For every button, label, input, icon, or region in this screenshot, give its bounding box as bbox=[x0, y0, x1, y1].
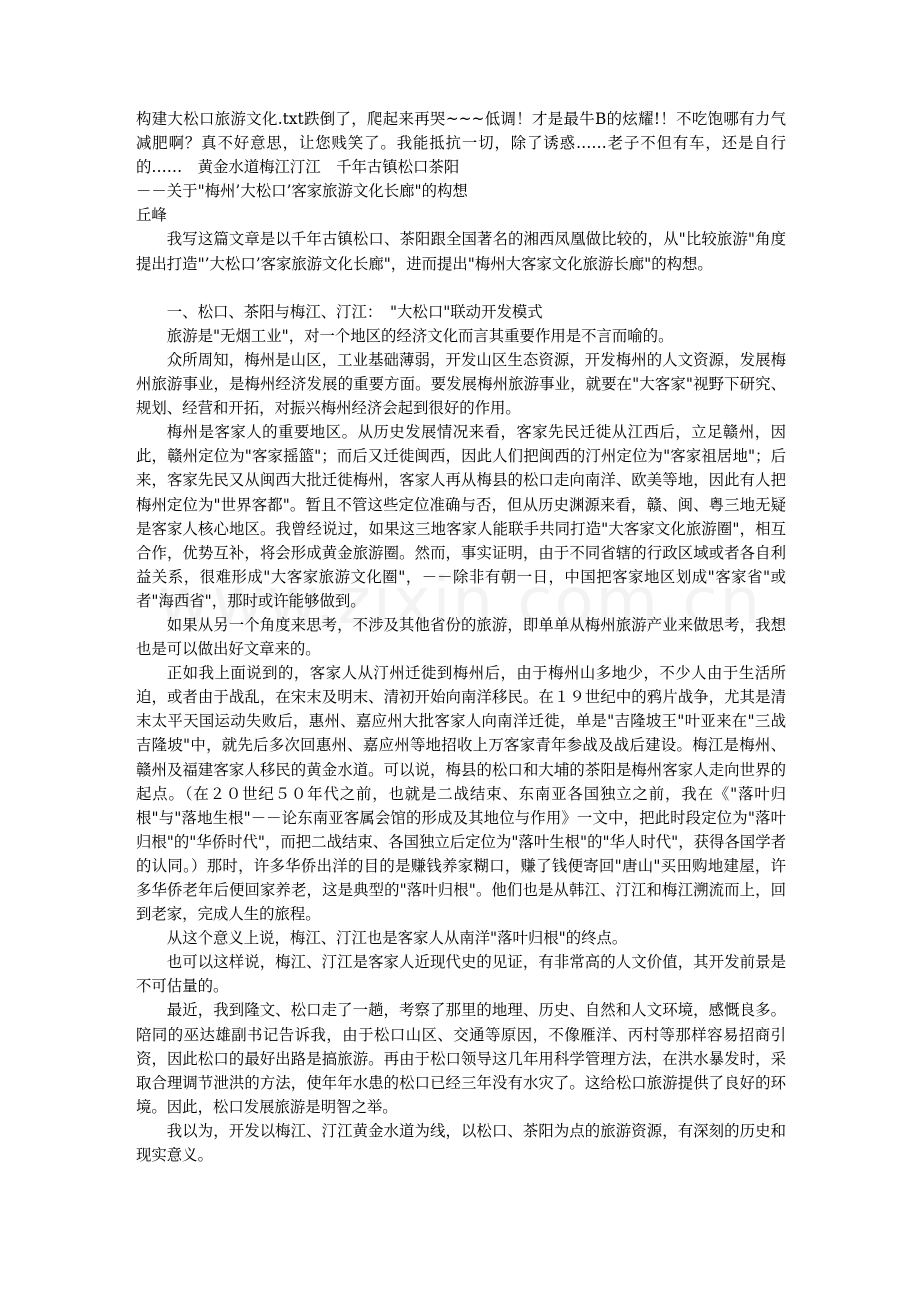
paragraph: 最近，我到隆文、松口走了一趟，考察了那里的地理、历史、自然和人文环境，感慨良多。陪同的巫达雄副书记告诉我，由于松口山区、交通等原因，不像雁洋、丙村等那样容易招商引资，因此松口的最好出路是搞旅游。再由于松口领导这几年用科学管理方法，在洪水暴发时，采取合理调节泄洪的方法，使年年水患的松口已经三年没有水灾了。这给松口旅游提供了良好的环境。因此，松口发展旅游是明智之举。 bbox=[136, 1001, 786, 1116]
document-intro: 构建大松口旅游文化.txt跌倒了，爬起来再哭~~~低调！才是最牛B的炫耀!！不吃饱哪有力气减肥啊？真不好意思，让您贱笑了。我能抵抗一切，除了诱惑……老子不但有车，还是自行的…… 黄金水道梅江汀江 千年古镇松口茶阳 bbox=[136, 110, 786, 177]
paragraph: 也可以这样说，梅江、汀江是客家人近现代史的见证，有非常高的人文价值，其开发前景是不可估量的。 bbox=[136, 953, 786, 996]
paragraph: 从这个意义上说，梅江、汀江也是客家人从南洋"落叶归根"的终点。 bbox=[166, 929, 628, 948]
paragraph: 我写这篇文章是以千年古镇松口、茶阳跟全国著名的湘西凤凰做比较的，从"比较旅游"角度提出打造"’大松口’客家旅游文化长廊"，进而提出"梅州大客家文化旅游长廊"的构想。 bbox=[136, 230, 786, 273]
paragraph: 众所周知，梅州是山区，工业基础薄弱，开发山区生态资源，开发梅州的人文资源，发展梅州旅游事业，是梅州经济发展的重要方面。要发展梅州旅游事业，就要在"大客家"视野下研究、规划、经营和开拓，对振兴梅州经济会起到很好的作用。 bbox=[136, 350, 786, 418]
paragraph: 梅州是客家人的重要地区。从历史发展情况来看，客家先民迁徙从江西后，立足赣州，因此，赣州定位为"客家摇篮"；而后又迁徙闽西，因此人们把闽西的汀州定位为"客家祖居地"；后来，客家先民又从闽西大批迁徙梅州，客家人再从梅县的松口走向南洋、欧美等地，因此有人把梅州定位为"世界客都"。暂且不管这些定位准确与否，但从历史渊源来看，赣、闽、粤三地无疑是客家人核心地区。我曾经说过，如果这三地客家人能联手共同打造"大客家文化旅游圈"，相互合作，优势互补，将会形成黄金旅游圈。然而，事实证明，由于不同省辖的行政区域或者各自利益关系，很难形成"大客家旅游文化圈"，－－除非有朝一日，中国把客家地区划成"客家省"或者"海西省"，那时或许能够做到。 bbox=[136, 423, 786, 610]
paragraph-spacer bbox=[136, 276, 786, 300]
paragraph: 旅游是"无烟工业"，对一个地区的经济文化而言其重要作用是不言而喻的。 bbox=[166, 326, 674, 345]
paragraph: 我以为，开发以梅江、汀江黄金水道为线，以松口、茶阳为点的旅游资源，有深刻的历史和现实意义。 bbox=[136, 1121, 786, 1165]
document-author: 丘峰 bbox=[136, 206, 167, 225]
document-body bbox=[136, 107, 786, 1167]
paragraph: 正如我上面说到的，客家人从汀州迁徙到梅州后，由于梅州山多地少，不少人由于生活所迫，或者由于战乱，在宋末及明末、清初开始向南洋移民。在１９世纪中的鸦片战争，尤其是清末太平天国运动失败后，惠州、嘉应州大批客家人向南洋迁徙，单是"吉隆坡王"叶亚来在"三战吉隆坡"中，就先后多次回惠州、嘉应州等地招收上万客家青年参战及战后建设。梅江是梅州、赣州及福建客家人移民的黄金水道。可以说，梅县的松口和大埔的茶阳是梅州客家人走向世界的起点。（在２０世纪５０年代之前，也就是二战结束、东南亚各国独立之前，我在《"落叶归根"与"落地生根"－－论东南亚客属会馆的形成及其地位与作用》一文中，把此时段定位为"落叶归根"的"华侨时代"，而把二战结束、各国独立后定位为"落叶生根"的"华人时代"，获得各国学者的认同。）那时，许多华侨出洋的目的是赚钱养家糊口，赚了钱便寄回"唐山"买田购地建屋，许多华侨老年后便回家养老，这是典型的"落叶归根"。他们也是从韩江、汀江和梅江溯流而上，回到老家，完成人生的旅程。 bbox=[136, 664, 786, 924]
document-subtitle: －－关于"梅州’大松口’客家旅游文化长廊"的构想 bbox=[136, 182, 468, 201]
section-heading: 一、松口、茶阳与梅江、汀江： "大松口"联动开发模式 bbox=[166, 302, 543, 321]
paragraph: 如果从另一个角度来思考，不涉及其他省份的旅游，即单单从梅州旅游产业来做思考，我想也是可以做出好文章来的。 bbox=[136, 615, 786, 659]
